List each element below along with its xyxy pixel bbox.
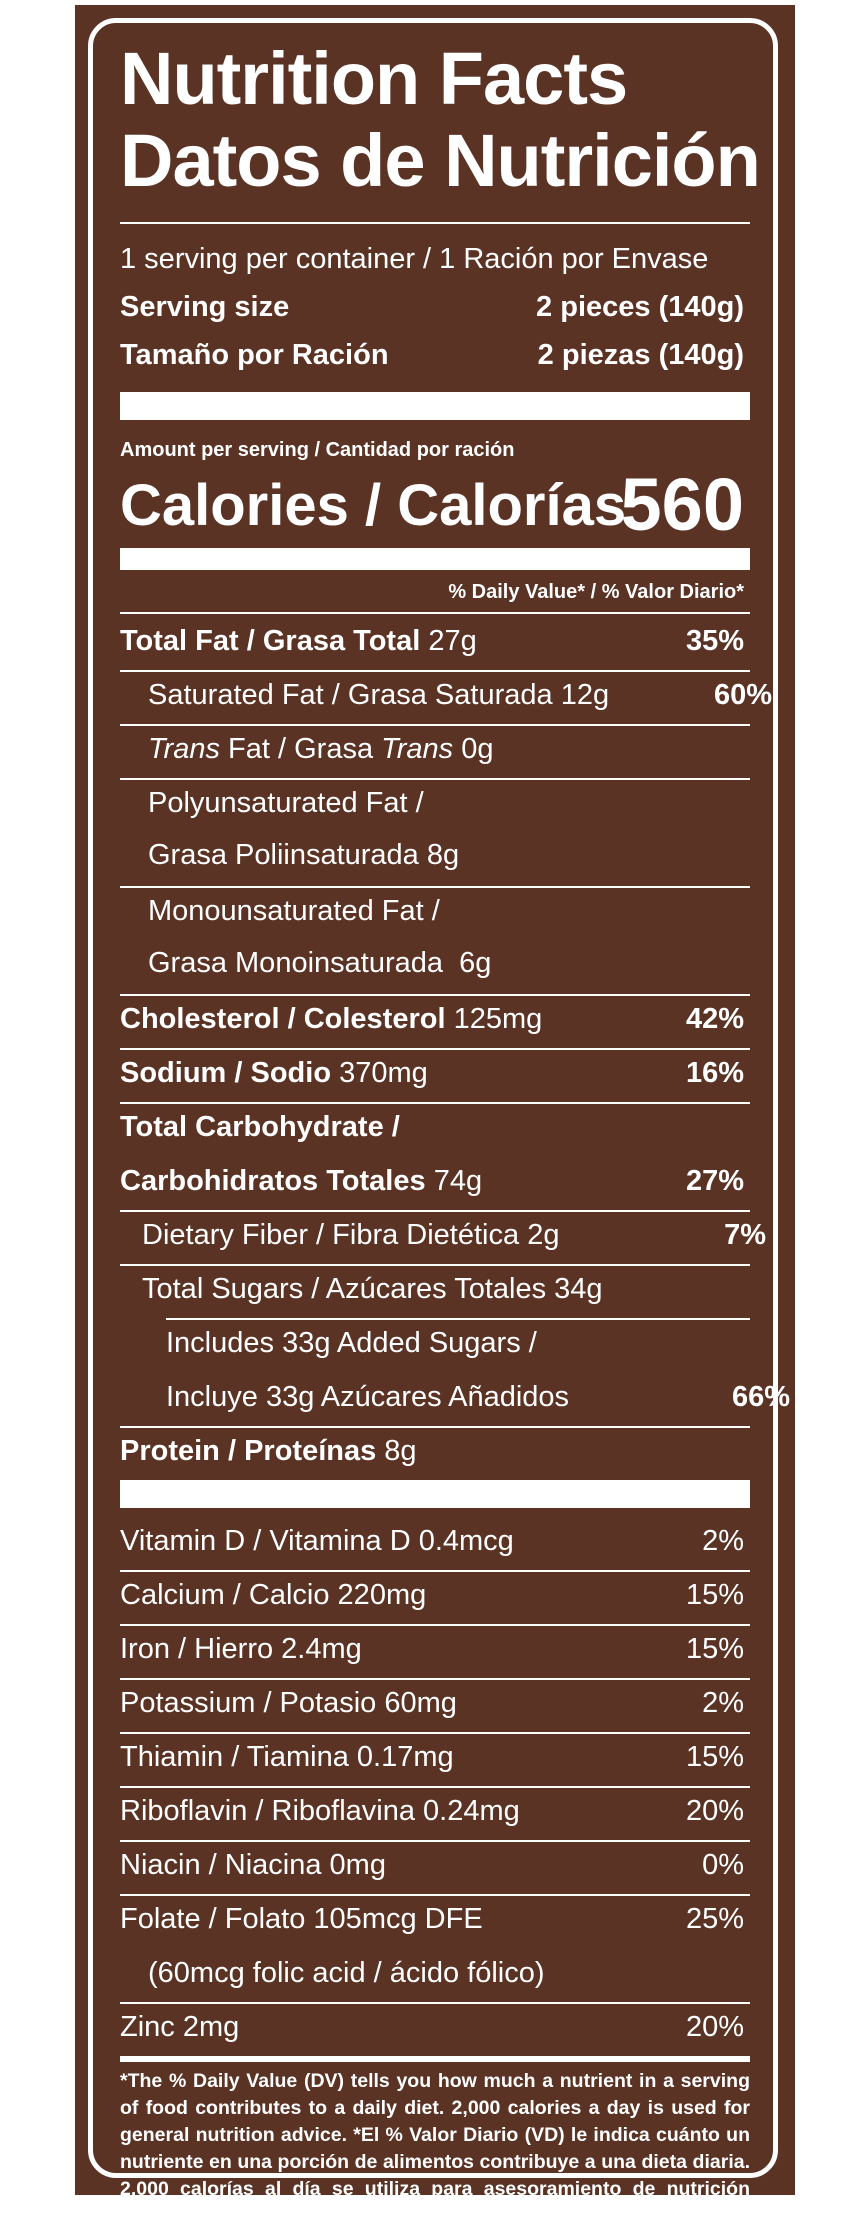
vitamin-row (120, 1740, 750, 1774)
vitamin-row (120, 1794, 750, 1828)
total-sugars-label: Total Sugars / Azúcares Totales (142, 1273, 547, 1305)
vitamin-label: Niacin / Niacina 0mg (120, 1849, 386, 1881)
vitamin-label: Riboflavin / Riboflavina 0.24mg (120, 1795, 520, 1827)
divider (120, 1102, 750, 1104)
servings-per-container: 1 serving per container / 1 Ración por Envase (120, 243, 709, 275)
vitamin-dv: 25% (685, 1903, 744, 1935)
poly-fat-line1: Polyunsaturated Fat / (148, 787, 424, 819)
divider (120, 994, 750, 996)
serving-size-es-value: 2 piezas (140g) (537, 339, 744, 371)
vitamin-row (120, 1578, 750, 1612)
divider (120, 1264, 750, 1266)
thick-bar (120, 392, 750, 420)
fiber-amount: 2g (527, 1219, 560, 1251)
divider (120, 886, 750, 888)
folic-acid-note: (60mcg folic acid / ácido fólico) (148, 1957, 545, 1989)
added-sugars-dv: 66% (731, 1381, 790, 1413)
cholesterol-label: Cholesterol / Colesterol (120, 1003, 446, 1035)
trans-fat-label-mid: Fat / Grasa (219, 733, 382, 765)
vitamin-dv: 0% (702, 1849, 744, 1881)
saturated-fat-row (120, 678, 778, 712)
mono-fat-label: Grasa Monoinsaturada (148, 947, 443, 979)
cholesterol-amount: 125mg (453, 1003, 543, 1035)
calories-label: Calories / Calorías (120, 473, 627, 538)
vitamin-row (120, 2010, 750, 2044)
serving-size-es-row (120, 338, 750, 372)
dv-header: % Daily Value* / % Valor Diario* (448, 581, 744, 603)
total-fat-amount: 27g (428, 625, 477, 657)
vitamin-label: Thiamin / Tiamina 0.17mg (120, 1741, 454, 1773)
divider (120, 1786, 750, 1788)
trans-fat-amount: 0g (461, 733, 494, 765)
divider (120, 1678, 750, 1680)
poly-fat-amount: 8g (426, 839, 460, 871)
cholesterol-row (120, 1002, 750, 1036)
total-carb-amount: 74g (433, 1165, 483, 1197)
divider (120, 222, 750, 224)
divider (166, 1318, 750, 1320)
title-es: Datos de Nutrición (120, 119, 760, 202)
fiber-label: Dietary Fiber / Fibra Dietética (142, 1219, 520, 1251)
vitamin-dv: 2% (702, 1525, 744, 1557)
mono-fat-line2 (120, 946, 778, 980)
cholesterol-dv: 42% (685, 1003, 744, 1035)
divider (120, 724, 750, 726)
divider (120, 1624, 750, 1626)
vitamin-row (120, 1686, 750, 1720)
thick-bar (120, 548, 750, 570)
saturated-fat-label: Saturated Fat / Grasa Saturada (148, 679, 553, 711)
total-fat-dv: 35% (685, 625, 744, 657)
vitamin-row (120, 1848, 750, 1882)
vitamin-dv: 15% (685, 1579, 744, 1611)
poly-fat-label: Grasa Poliinsaturada (148, 839, 419, 871)
mono-fat-amount: 6g (459, 947, 492, 979)
saturated-fat-amount: 12g (560, 679, 610, 711)
amount-per-serving: Amount per serving / Cantidad por ración (120, 439, 515, 461)
trans-fat-row (120, 732, 778, 766)
sodium-amount: 370mg (339, 1057, 428, 1089)
vitamin-label: Potassium / Potasio 60mg (120, 1687, 457, 1719)
fiber-row (120, 1218, 772, 1252)
protein-row (120, 1434, 750, 1468)
vitamin-dv: 20% (685, 1795, 744, 1827)
divider (120, 1570, 750, 1572)
vitamin-label: Iron / Hierro 2.4mg (120, 1633, 362, 1665)
divider (120, 670, 750, 672)
total-sugars-amount: 34g (554, 1273, 603, 1305)
total-fat-row (120, 624, 750, 658)
poly-fat-line2 (120, 838, 778, 872)
serving-size-row (120, 290, 750, 324)
vitamin-label: Zinc 2mg (120, 2011, 240, 2043)
divider (120, 612, 750, 614)
total-carb-dv: 27% (685, 1165, 744, 1197)
sodium-dv: 16% (685, 1057, 744, 1089)
divider (120, 2002, 750, 2004)
sodium-label: Sodium / Sodio (120, 1057, 332, 1089)
total-fat-label: Total Fat / Grasa Total (120, 625, 421, 657)
protein-label: Protein / Proteínas (120, 1435, 377, 1467)
divider (120, 1840, 750, 1842)
divider (120, 1894, 750, 1896)
vitamin-row (120, 1524, 750, 1558)
serving-size-value: 2 pieces (140g) (536, 291, 744, 323)
saturated-fat-dv: 60% (713, 679, 772, 711)
calories-value: 560 (620, 463, 744, 546)
vitamin-label: Vitamin D / Vitamina D 0.4mcg (120, 1525, 514, 1557)
thick-bar (120, 1480, 750, 1508)
divider (120, 1048, 750, 1050)
thick-divider (120, 2056, 750, 2062)
added-sugars-label: Incluye 33g Azúcares Añadidos (166, 1381, 570, 1413)
vitamin-dv: 20% (685, 2011, 744, 2043)
calories-row (120, 463, 750, 546)
title-en: Nutrition Facts (120, 37, 628, 120)
vitamin-row (120, 1632, 750, 1666)
total-sugars-row (120, 1272, 772, 1306)
divider (120, 1732, 750, 1734)
trans-fat-label-italic-2: Trans (381, 733, 454, 765)
added-sugars-line2 (120, 1380, 796, 1414)
serving-size-label: Serving size (120, 291, 290, 323)
trans-fat-label-italic: Trans (148, 733, 220, 765)
protein-amount: 8g (384, 1435, 417, 1467)
vitamin-dv: 2% (702, 1687, 744, 1719)
divider (120, 1426, 750, 1428)
total-carb-line2 (120, 1164, 750, 1198)
vitamin-label: Folate / Folato 105mcg DFE (120, 1903, 483, 1935)
vitamin-label: Calcium / Calcio 220mg (120, 1579, 427, 1611)
total-carb-line1: Total Carbohydrate / (120, 1111, 400, 1143)
divider (120, 1210, 750, 1212)
mono-fat-line1: Monounsaturated Fat / (148, 895, 440, 927)
fiber-dv: 7% (724, 1219, 766, 1251)
vitamin-row (120, 1902, 750, 1936)
vitamin-dv: 15% (685, 1741, 744, 1773)
added-sugars-line1: Includes 33g Added Sugars / (166, 1327, 537, 1359)
sodium-row (120, 1056, 750, 1090)
footnote: *The % Daily Value (DV) tells you how much a nutrient in a serving of food contributes to a daily diet. 2,000 calories a day is used for general nutrition advice. *El % Valor Diario (VD) le indica cuánto un nutriente en una porción de alimentos contribuye a una dieta diaria. 2,000 calorías al día se utiliza para asesoramiento de nutrición general. (120, 2070, 750, 2227)
vitamin-dv: 15% (685, 1633, 744, 1665)
serving-size-es-label: Tamaño por Ración (120, 339, 389, 371)
divider (120, 778, 750, 780)
total-carb-label: Carbohidratos Totales (120, 1165, 426, 1197)
